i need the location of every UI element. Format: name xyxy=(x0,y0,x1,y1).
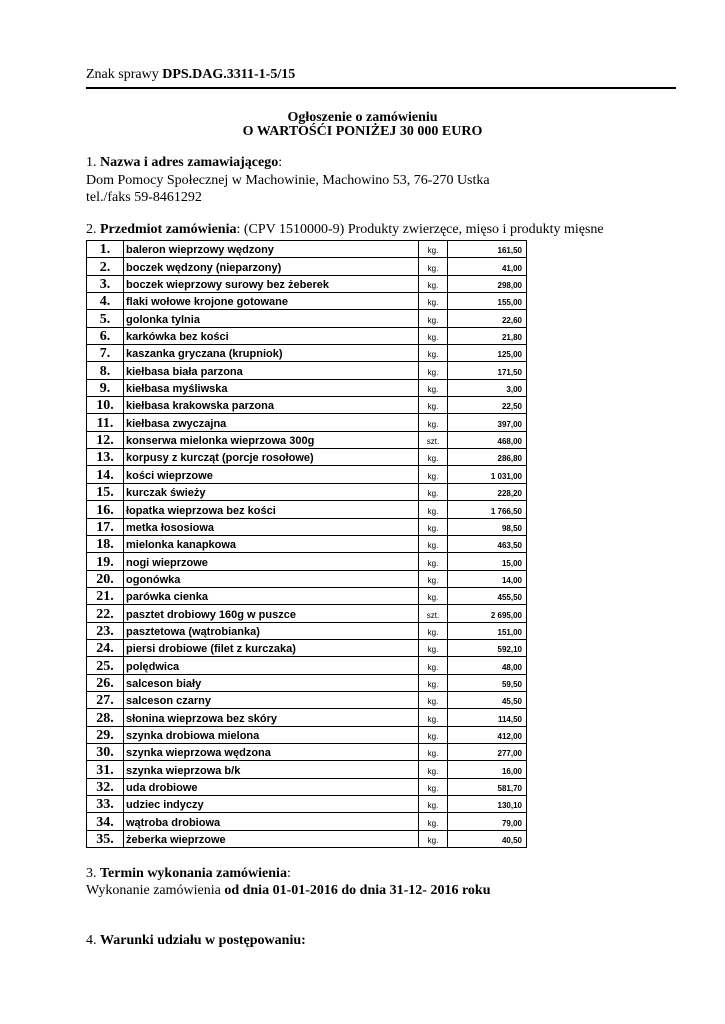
table-row xyxy=(87,362,527,379)
item-quantity: 130,10 xyxy=(448,796,527,813)
table-row xyxy=(87,449,527,466)
item-number: 14. xyxy=(87,466,124,483)
table-row xyxy=(87,796,527,813)
item-unit: kg. xyxy=(419,258,448,275)
table-row xyxy=(87,379,527,396)
item-number: 3. xyxy=(87,275,124,292)
item-unit: kg. xyxy=(419,449,448,466)
case-reference xyxy=(86,67,295,83)
item-unit: kg. xyxy=(419,501,448,518)
table-row xyxy=(87,778,527,795)
table-row xyxy=(87,587,527,604)
table-row xyxy=(87,622,527,639)
item-name: kurczak świeży xyxy=(124,483,419,500)
item-name: polędwica xyxy=(124,657,419,674)
item-unit: kg. xyxy=(419,639,448,656)
table-row xyxy=(87,275,527,292)
item-unit: kg. xyxy=(419,310,448,327)
item-quantity: 455,50 xyxy=(448,587,527,604)
section2-heading xyxy=(86,222,604,238)
item-quantity: 22,60 xyxy=(448,310,527,327)
section4-number: 4. xyxy=(86,933,100,948)
item-name: korpusy z kurcząt (porcje rosołowe) xyxy=(124,449,419,466)
item-unit: kg. xyxy=(419,414,448,431)
item-quantity: 463,50 xyxy=(448,535,527,552)
item-unit: kg. xyxy=(419,327,448,344)
item-unit: kg. xyxy=(419,397,448,414)
item-name: pasztet drobiowy 160g w puszce xyxy=(124,605,419,622)
table-row xyxy=(87,397,527,414)
item-unit: kg. xyxy=(419,362,448,379)
table-row xyxy=(87,726,527,743)
item-unit: kg. xyxy=(419,345,448,362)
item-name: karkówka bez kości xyxy=(124,327,419,344)
section1-title: Nazwa i adres zamawiającego xyxy=(100,155,279,170)
table-row xyxy=(87,691,527,708)
item-name: udziec indyczy xyxy=(124,796,419,813)
table-row xyxy=(87,483,527,500)
item-unit: kg. xyxy=(419,518,448,535)
item-number: 33. xyxy=(87,796,124,813)
table-row xyxy=(87,293,527,310)
table-row xyxy=(87,709,527,726)
item-quantity: 41,00 xyxy=(448,258,527,275)
case-number: DPS.DAG.3311-1-5/15 xyxy=(162,67,296,82)
item-unit: kg. xyxy=(419,778,448,795)
item-number: 6. xyxy=(87,327,124,344)
notice-subtitle: O WARTOŚĆI PONIŻEJ 30 000 EURO xyxy=(242,124,483,139)
item-number: 5. xyxy=(87,310,124,327)
item-quantity: 22,50 xyxy=(448,397,527,414)
item-quantity: 592,10 xyxy=(448,639,527,656)
contracting-address: Dom Pomocy Społecznej w Machowinie, Machowino 53, 76-270 Ustka xyxy=(86,173,490,188)
item-number: 31. xyxy=(87,761,124,778)
item-name: flaki wołowe krojone gotowane xyxy=(124,293,419,310)
items-table-body xyxy=(87,241,527,848)
item-number: 30. xyxy=(87,743,124,760)
item-quantity: 3,00 xyxy=(448,379,527,396)
item-quantity: 59,50 xyxy=(448,674,527,691)
item-quantity: 228,20 xyxy=(448,483,527,500)
execution-period xyxy=(86,883,491,899)
section1-heading xyxy=(86,155,282,171)
item-quantity: 397,00 xyxy=(448,414,527,431)
table-row xyxy=(87,501,527,518)
item-unit: kg. xyxy=(419,466,448,483)
table-row xyxy=(87,674,527,691)
item-unit: kg. xyxy=(419,483,448,500)
item-number: 9. xyxy=(87,379,124,396)
header-rule xyxy=(86,87,676,89)
item-unit: kg. xyxy=(419,830,448,847)
item-number: 8. xyxy=(87,362,124,379)
item-name: wątroba drobiowa xyxy=(124,813,419,830)
item-number: 18. xyxy=(87,535,124,552)
item-number: 25. xyxy=(87,657,124,674)
item-quantity: 114,50 xyxy=(448,709,527,726)
item-name: kiełbasa biała parzona xyxy=(124,362,419,379)
table-row xyxy=(87,657,527,674)
item-number: 26. xyxy=(87,674,124,691)
section1-colon: : xyxy=(278,155,283,170)
item-number: 34. xyxy=(87,813,124,830)
item-quantity: 171,50 xyxy=(448,362,527,379)
execution-period-prefix: Wykonanie zamówienia xyxy=(86,883,225,898)
item-unit: kg. xyxy=(419,709,448,726)
item-quantity: 277,00 xyxy=(448,743,527,760)
item-unit: kg. xyxy=(419,241,448,258)
item-unit: kg. xyxy=(419,726,448,743)
table-row xyxy=(87,518,527,535)
item-number: 15. xyxy=(87,483,124,500)
item-name: żeberka wieprzowe xyxy=(124,830,419,847)
item-quantity: 1 766,50 xyxy=(448,501,527,518)
item-name: baleron wieprzowy wędzony xyxy=(124,241,419,258)
item-unit: kg. xyxy=(419,813,448,830)
section2-title: Przedmiot zamówienia xyxy=(100,222,237,237)
notice-title: Ogłoszenie o zamówieniu xyxy=(287,110,438,125)
item-quantity: 14,00 xyxy=(448,570,527,587)
item-name: metka łososiowa xyxy=(124,518,419,535)
item-name: salceson czarny xyxy=(124,691,419,708)
section2-number: 2. xyxy=(86,222,100,237)
item-quantity: 151,00 xyxy=(448,622,527,639)
item-quantity: 45,50 xyxy=(448,691,527,708)
item-name: słonina wieprzowa bez skóry xyxy=(124,709,419,726)
table-row xyxy=(87,345,527,362)
item-unit: kg. xyxy=(419,293,448,310)
item-name: boczek wędzony (nieparzony) xyxy=(124,258,419,275)
item-name: uda drobiowe xyxy=(124,778,419,795)
table-row xyxy=(87,241,527,258)
item-number: 13. xyxy=(87,449,124,466)
item-unit: kg. xyxy=(419,535,448,552)
table-row xyxy=(87,743,527,760)
table-row xyxy=(87,466,527,483)
item-number: 19. xyxy=(87,553,124,570)
table-row xyxy=(87,553,527,570)
item-name: kiełbasa krakowska parzona xyxy=(124,397,419,414)
item-number: 22. xyxy=(87,605,124,622)
item-unit: kg. xyxy=(419,570,448,587)
item-number: 24. xyxy=(87,639,124,656)
contracting-phone: tel./faks 59-8461292 xyxy=(86,190,202,205)
section4-title: Warunki udziału w postępowaniu: xyxy=(100,933,306,948)
item-number: 29. xyxy=(87,726,124,743)
item-number: 27. xyxy=(87,691,124,708)
item-quantity: 48,00 xyxy=(448,657,527,674)
item-name: parówka cienka xyxy=(124,587,419,604)
table-row xyxy=(87,414,527,431)
item-quantity: 79,00 xyxy=(448,813,527,830)
item-quantity: 286,80 xyxy=(448,449,527,466)
item-number: 11. xyxy=(87,414,124,431)
table-row xyxy=(87,570,527,587)
table-row xyxy=(87,535,527,552)
item-quantity: 40,50 xyxy=(448,830,527,847)
item-unit: kg. xyxy=(419,553,448,570)
item-number: 4. xyxy=(87,293,124,310)
item-name: salceson biały xyxy=(124,674,419,691)
item-number: 17. xyxy=(87,518,124,535)
item-unit: kg. xyxy=(419,691,448,708)
item-name: boczek wieprzowy surowy bez żeberek xyxy=(124,275,419,292)
item-quantity: 581,70 xyxy=(448,778,527,795)
item-name: nogi wieprzowe xyxy=(124,553,419,570)
table-row xyxy=(87,761,527,778)
item-quantity: 468,00 xyxy=(448,431,527,448)
item-name: kiełbasa myśliwska xyxy=(124,379,419,396)
item-unit: kg. xyxy=(419,587,448,604)
table-row xyxy=(87,830,527,847)
table-row xyxy=(87,813,527,830)
item-name: szynka wieprzowa b/k xyxy=(124,761,419,778)
item-quantity: 412,00 xyxy=(448,726,527,743)
item-unit: kg. xyxy=(419,761,448,778)
item-number: 32. xyxy=(87,778,124,795)
item-number: 2. xyxy=(87,258,124,275)
section4-heading xyxy=(86,933,306,949)
item-quantity: 21,80 xyxy=(448,327,527,344)
item-name: mielonka kanapkowa xyxy=(124,535,419,552)
item-quantity: 2 695,00 xyxy=(448,605,527,622)
item-number: 28. xyxy=(87,709,124,726)
item-name: kiełbasa zwyczajna xyxy=(124,414,419,431)
table-row xyxy=(87,327,527,344)
item-unit: kg. xyxy=(419,622,448,639)
item-name: ogonówka xyxy=(124,570,419,587)
item-quantity: 15,00 xyxy=(448,553,527,570)
section3-colon: : xyxy=(286,866,291,881)
item-unit: szt. xyxy=(419,605,448,622)
item-unit: kg. xyxy=(419,657,448,674)
items-table xyxy=(86,240,527,848)
execution-period-dates: od dnia 01-01-2016 do dnia 31-12- 2016 roku xyxy=(224,883,491,898)
table-row xyxy=(87,258,527,275)
item-unit: kg. xyxy=(419,796,448,813)
item-number: 23. xyxy=(87,622,124,639)
item-name: szynka wieprzowa wędzona xyxy=(124,743,419,760)
section2-cpv: : (CPV 1510000-9) Produkty zwierzęce, mięso i produkty mięsne xyxy=(236,222,604,237)
item-name: szynka drobiowa mielona xyxy=(124,726,419,743)
item-quantity: 16,00 xyxy=(448,761,527,778)
table-row xyxy=(87,639,527,656)
item-quantity: 125,00 xyxy=(448,345,527,362)
item-name: kaszanka gryczana (krupniok) xyxy=(124,345,419,362)
item-unit: szt. xyxy=(419,431,448,448)
item-quantity: 298,00 xyxy=(448,275,527,292)
item-unit: kg. xyxy=(419,379,448,396)
table-row xyxy=(87,605,527,622)
item-number: 16. xyxy=(87,501,124,518)
item-number: 21. xyxy=(87,587,124,604)
item-number: 7. xyxy=(87,345,124,362)
item-number: 35. xyxy=(87,830,124,847)
section3-heading xyxy=(86,866,291,882)
item-unit: kg. xyxy=(419,743,448,760)
item-quantity: 155,00 xyxy=(448,293,527,310)
item-number: 10. xyxy=(87,397,124,414)
item-number: 1. xyxy=(87,241,124,258)
table-row xyxy=(87,431,527,448)
item-name: kości wieprzowe xyxy=(124,466,419,483)
case-prefix: Znak sprawy xyxy=(86,67,163,82)
item-quantity: 161,50 xyxy=(448,241,527,258)
item-name: łopatka wieprzowa bez kości xyxy=(124,501,419,518)
item-name: golonka tylnia xyxy=(124,310,419,327)
item-quantity: 1 031,00 xyxy=(448,466,527,483)
item-unit: kg. xyxy=(419,674,448,691)
item-quantity: 98,50 xyxy=(448,518,527,535)
item-number: 12. xyxy=(87,431,124,448)
item-name: konserwa mielonka wieprzowa 300g xyxy=(124,431,419,448)
section1-number: 1. xyxy=(86,155,100,170)
section3-number: 3. xyxy=(86,866,100,881)
item-name: piersi drobiowe (filet z kurczaka) xyxy=(124,639,419,656)
item-name: pasztetowa (wątrobianka) xyxy=(124,622,419,639)
item-unit: kg. xyxy=(419,275,448,292)
table-row xyxy=(87,310,527,327)
item-number: 20. xyxy=(87,570,124,587)
section3-title: Termin wykonania zamówienia xyxy=(100,866,287,881)
